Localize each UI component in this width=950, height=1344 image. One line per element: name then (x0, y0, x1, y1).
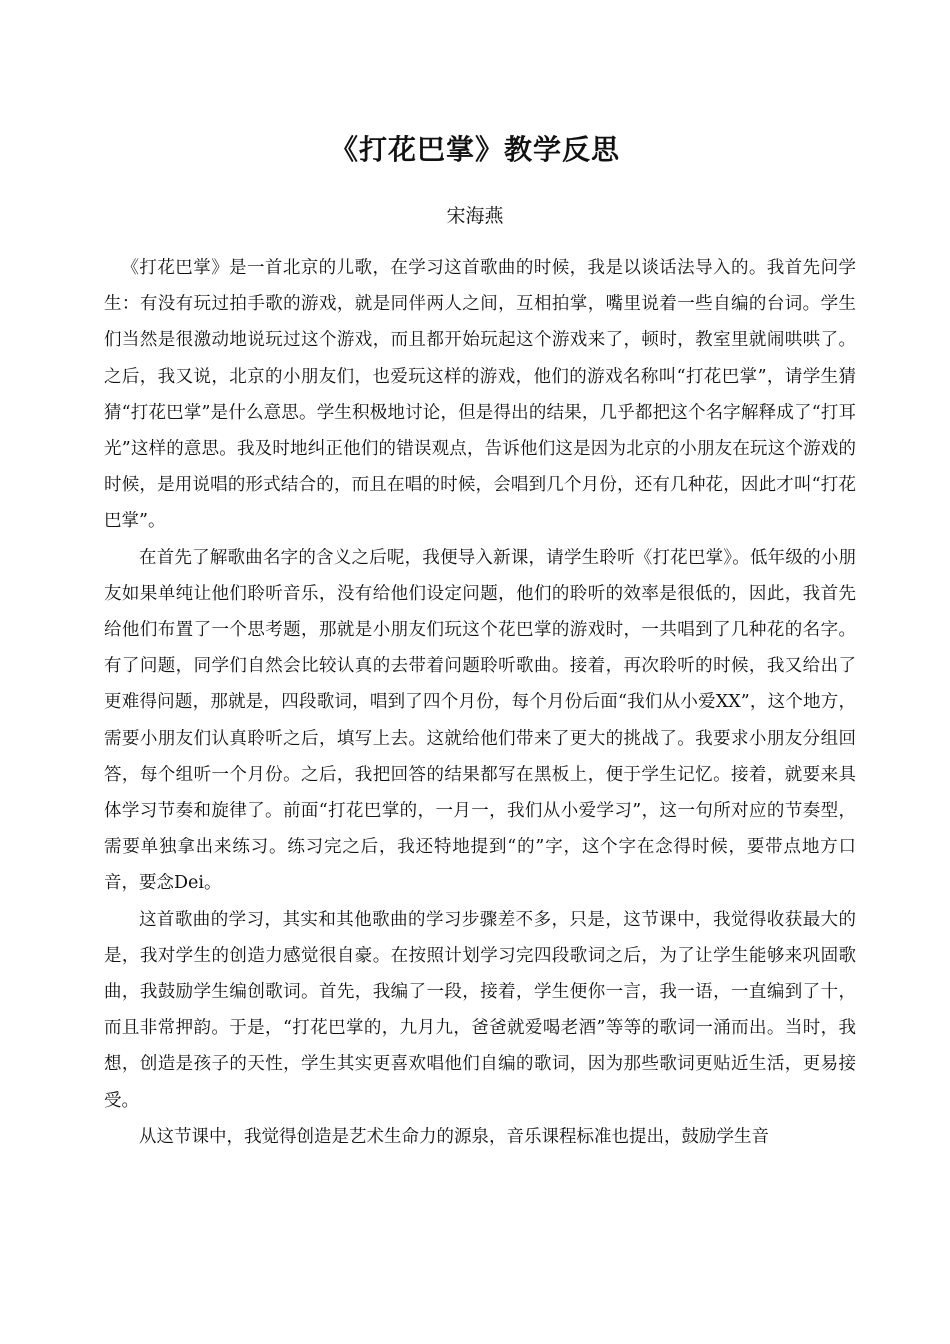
paragraph-2: 在首先了解歌曲名字的含义之后呢，我便导入新课，请学生聆听《打花巴掌》。低年级的小朋友如果单纯让他们聆听音乐，没有给他们设定问题，他们的聆听的效率是很低的，因此，我首先给他们布置了一个思考题，那就是小朋友们玩这个花巴掌的游戏时，一共唱到了几种花的名字。有了问题，同学们自然会比较认真的去带着问题聆听歌曲。接着，再次聆听的时候，我又给出了更难得问题，那就是，四段歌词，唱到了四个月份，每个月份后面“我们从小爱XX”，这个地方，需要小朋友们认真聆听之后，填写上去。这就给他们带来了更大的挑战了。我要求小朋友分组回答，每个组听一个月份。之后，我把回答的结果都写在黑板上，便于学生记忆。接着，就要来具体学习节奏和旋律了。前面“打花巴掌的，一月一，我们从小爱学习”，这一句所对应的节奏型，需要单独拿出来练习。练习完之后，我还特地提到“的”字，这个字在念得时候，要带点地方口音，要念Dei。 (104, 547, 856, 894)
document-body (104, 250, 856, 1155)
paragraph-1: 《打花巴掌》是一首北京的儿歌，在学习这首歌曲的时候，我是以谈话法导入的。我首先问学生：有没有玩过拍手歌的游戏，就是同伴两人之间，互相拍掌，嘴里说着一些自编的台词。学生们当然是很激动地说玩过这个游戏，而且都开始玩起这个游戏来了，顿时，教室里就闹哄哄了。之后，我又说，北京的小朋友们，也爱玩这样的游戏，他们的游戏名称叫“打花巴掌”，请学生猜猜“打花巴掌”是什么意思。学生积极地讨论，但是得出的结果，几乎都把这个名字解释成了“打耳光”这样的意思。我及时地纠正他们的错误观点，告诉他们这是因为北京的小朋友在玩这个游戏的时候，是用说唱的形式结合的，而且在唱的时候，会唱到几个月份，还有几种花，因此才叫“打花巴掌”。 (104, 258, 856, 532)
paragraph-3: 这首歌曲的学习，其实和其他歌曲的学习步骤差不多，只是，这节课中，我觉得收获最大的是，我对学生的创造力感觉很自豪。在按照计划学习完四段歌词之后，为了让学生能够来巩固歌曲，我鼓励学生编创歌词。首先，我编了一段，接着，学生便你一言，我一语，一直编到了十，而且非常押韵。于是，“打花巴掌的，九月九，爸爸就爱喝老酒”等等的歌词一涌而出。当时，我想，创造是孩子的天性，学生其实更喜欢唱他们自编的歌词，因为那些歌词更贴近生活，更易接受。 (104, 909, 856, 1111)
document-author: 宋海燕 (446, 205, 504, 227)
paragraph-4: 从这节课中，我觉得创造是艺术生命力的源泉，音乐课程标准也提出，鼓励学生音 (139, 1126, 769, 1147)
document-title: 《打花巴掌》教学反思 (329, 133, 620, 166)
